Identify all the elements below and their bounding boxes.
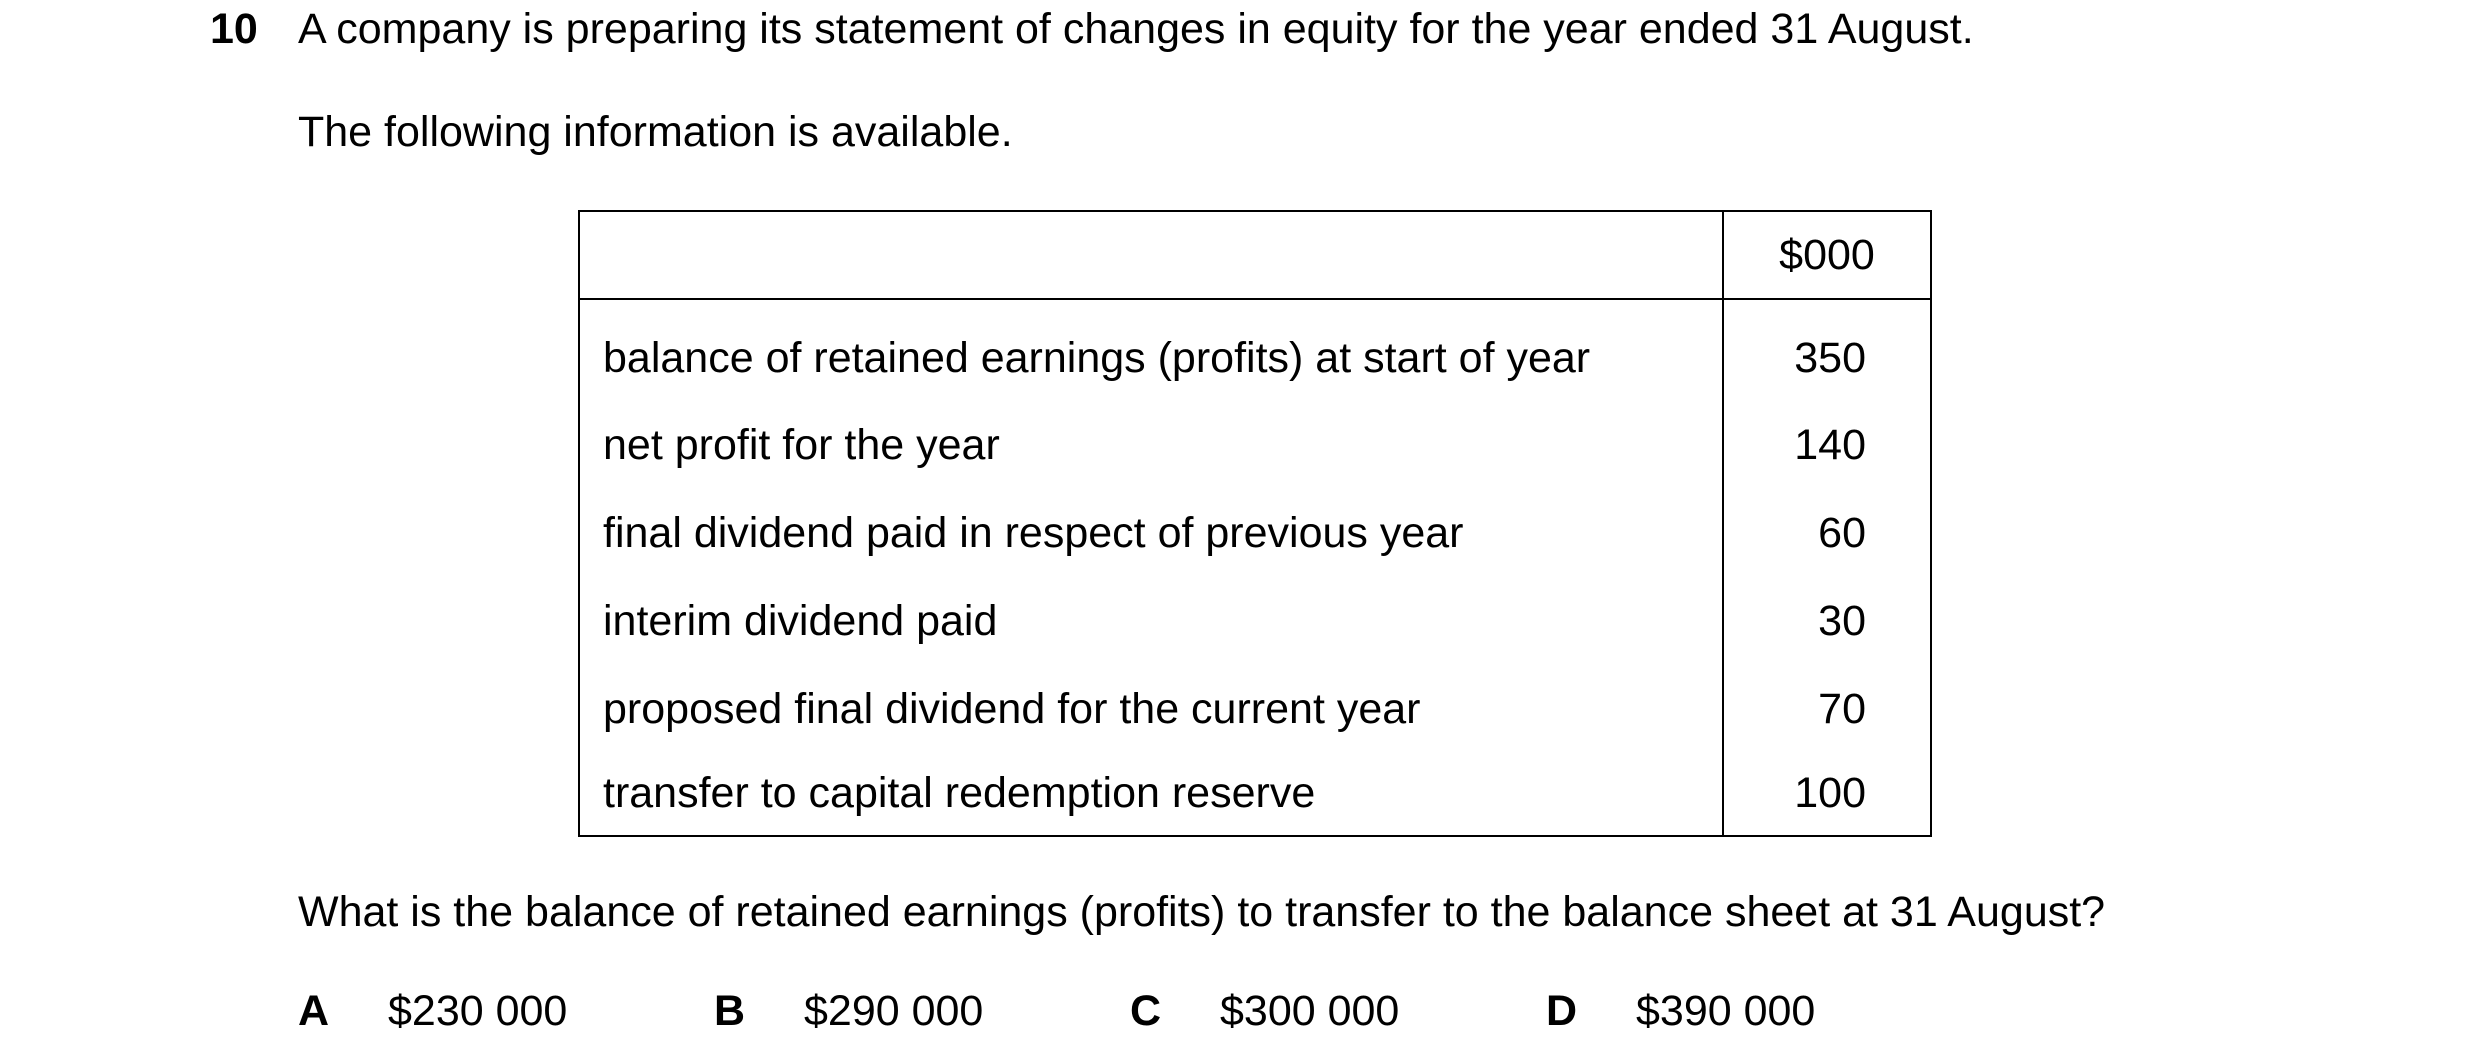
table-header-amount: $000 [1723, 211, 1931, 299]
row-amount: 140 [1723, 401, 1931, 489]
option-letter: A [298, 987, 330, 1035]
row-amount: 350 [1723, 299, 1931, 401]
row-amount: 100 [1723, 753, 1931, 836]
option-letter: B [714, 987, 746, 1035]
row-label: interim dividend paid [579, 577, 1723, 665]
information-intro: The following information is available. [298, 108, 1013, 156]
row-label: proposed final dividend for the current year [579, 665, 1723, 753]
row-label: transfer to capital redemption reserve [579, 753, 1723, 836]
option-letter: D [1546, 987, 1578, 1035]
table-row [579, 753, 1931, 836]
option-value: $390 000 [1636, 987, 1816, 1035]
answer-options [298, 986, 2298, 1036]
table-row [579, 299, 1931, 401]
option-value: $290 000 [804, 987, 984, 1035]
row-amount: 30 [1723, 577, 1931, 665]
row-amount: 60 [1723, 489, 1931, 577]
question-number: 10 [210, 5, 258, 53]
information-table [578, 210, 1932, 837]
question-prompt: What is the balance of retained earnings (profits) to transfer to the balance sheet at 31 August? [298, 888, 2106, 936]
row-label: final dividend paid in respect of previous year [579, 489, 1723, 577]
question-stem: A company is preparing its statement of changes in equity for the year ended 31 August. [298, 5, 1974, 53]
table-row [579, 489, 1931, 577]
row-label: net profit for the year [579, 401, 1723, 489]
option-letter: C [1130, 987, 1162, 1035]
table-header-description [579, 211, 1723, 299]
table-header-row [579, 211, 1931, 299]
table-row [579, 665, 1931, 753]
row-amount: 70 [1723, 665, 1931, 753]
option-value: $230 000 [388, 987, 568, 1035]
table-row [579, 577, 1931, 665]
option-value: $300 000 [1220, 987, 1400, 1035]
table-row [579, 401, 1931, 489]
row-label: balance of retained earnings (profits) at start of year [579, 299, 1723, 401]
